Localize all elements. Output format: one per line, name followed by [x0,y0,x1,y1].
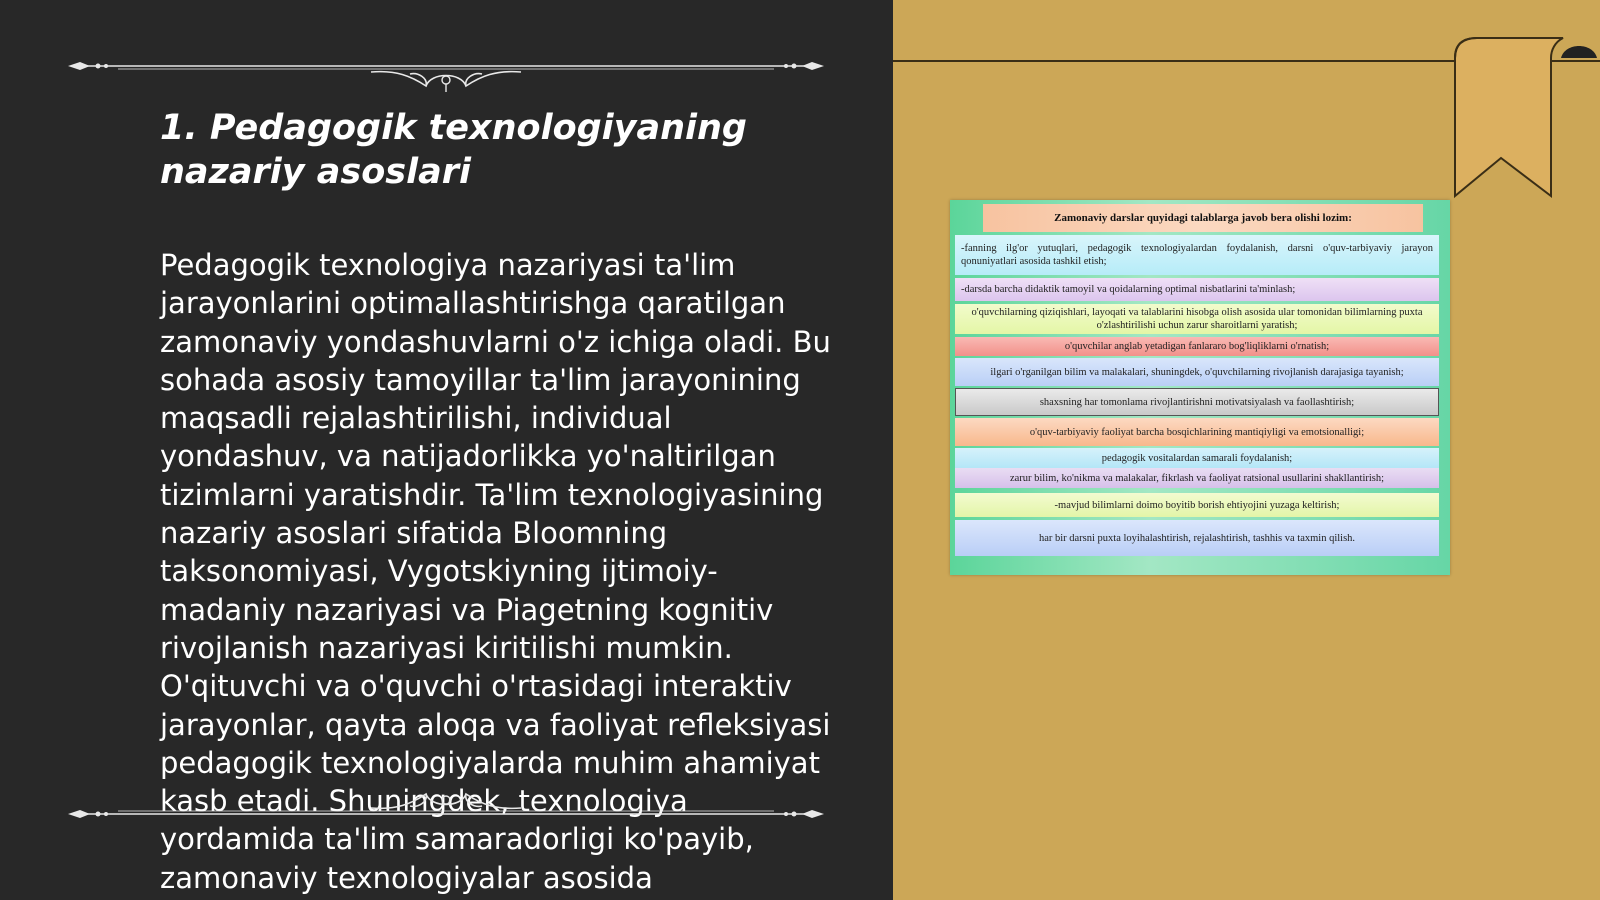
requirement-item: zarur bilim, ko'nikma va malakalar, fikrlash va faoliyat ratsional usullarini shakllantirish; [955,468,1439,488]
body-text: Pedagogik texnologiya nazariyasi ta'lim jarayonlarini optimallashtirishga qaratilgan zamonaviy yondashuvlarni o'z ichiga oladi. Bu sohada asosiy tamoyillar ta'lim jarayonining maqsadli rejalashtirilishi, individual yondashuv, va natijadorlikka yo'naltirilgan tizimlarni yaratishdir. Ta'lim texnologiyasining nazariy asoslari sifatida Bloomning taksonomiyasi, Vygotskiyning ijtimoiy-madaniy nazariyasi va Piagetning kognitiv rivojlanish nazariyasi kiritilishi mumkin. O'qituvchi va o'quvchi o'rtasidagi interaktiv jarayonlar, qayta aloqa va faoliyat refleksiyasi pedagogik texnologiyalarda muhim ahamiyat kasb etadi. Shuningdek, texnologiya yordamida ta'lim samaradorligi ko'payib, zamonaviy texnologiyalar asosida [160,248,831,895]
requirement-item: ilgari o'rganilgan bilim va malakalari, shuningdek, o'quvchilarning rivojlanish darajasiga tayanish; [955,358,1439,386]
requirement-item: shaxsning har tomonlama rivojlantirishni motivatsiyalash va faollashtirish; [955,388,1439,416]
requirement-item: o'quvchilarning qiziqishlari, layoqati va talablarini hisobga olish asosida ular tomonidan bilimlarning puxta o'zlashtirilishi uchun zarur sharoitlarni yaratish; [955,304,1439,334]
ornament-divider-icon [66,790,826,840]
requirement-item: -darsda barcha didaktik tamoyil va qoidalarning optimal nisbatlarini ta'minlash; [955,278,1439,301]
requirement-item: o'quvchilar anglab yetadigan fanlararo bog'liqliklarni o'rnatish; [955,337,1439,356]
requirement-item: o'quv-tarbiyaviy faoliyat barcha bosqichlarining mantiqiyligi va emotsionalligi; [955,418,1439,446]
requirement-item: pedagogik vositalardan samarali foydalanish; [955,448,1439,468]
requirement-item: -fanning ilg'or yutuqlari, pedagogik texnologiyalardan foydalanish, darsni o'quv-tarbiyaviy jarayon qonuniyatlari asosida tashkil etish; [955,235,1439,275]
requirement-item: -mavjud bilimlarni doimo boyitib borish ehtiyojini yuzaga keltirish; [955,493,1439,517]
requirements-image [950,200,1450,575]
bookmark-ribbon-icon [1433,34,1600,204]
requirement-item: har bir darsni puxta loyihalashtirish, rejalashtirish, tashhis va taxmin qilish. [955,520,1439,556]
ornament-divider-icon [66,42,826,92]
image-heading: Zamonaviy darslar quyidagi talablarga javob bera olishi lozim: [983,204,1423,232]
slide-title: 1. Pedagogik texnologiyaning nazariy asoslari [160,108,747,192]
right-panel [893,0,1600,900]
